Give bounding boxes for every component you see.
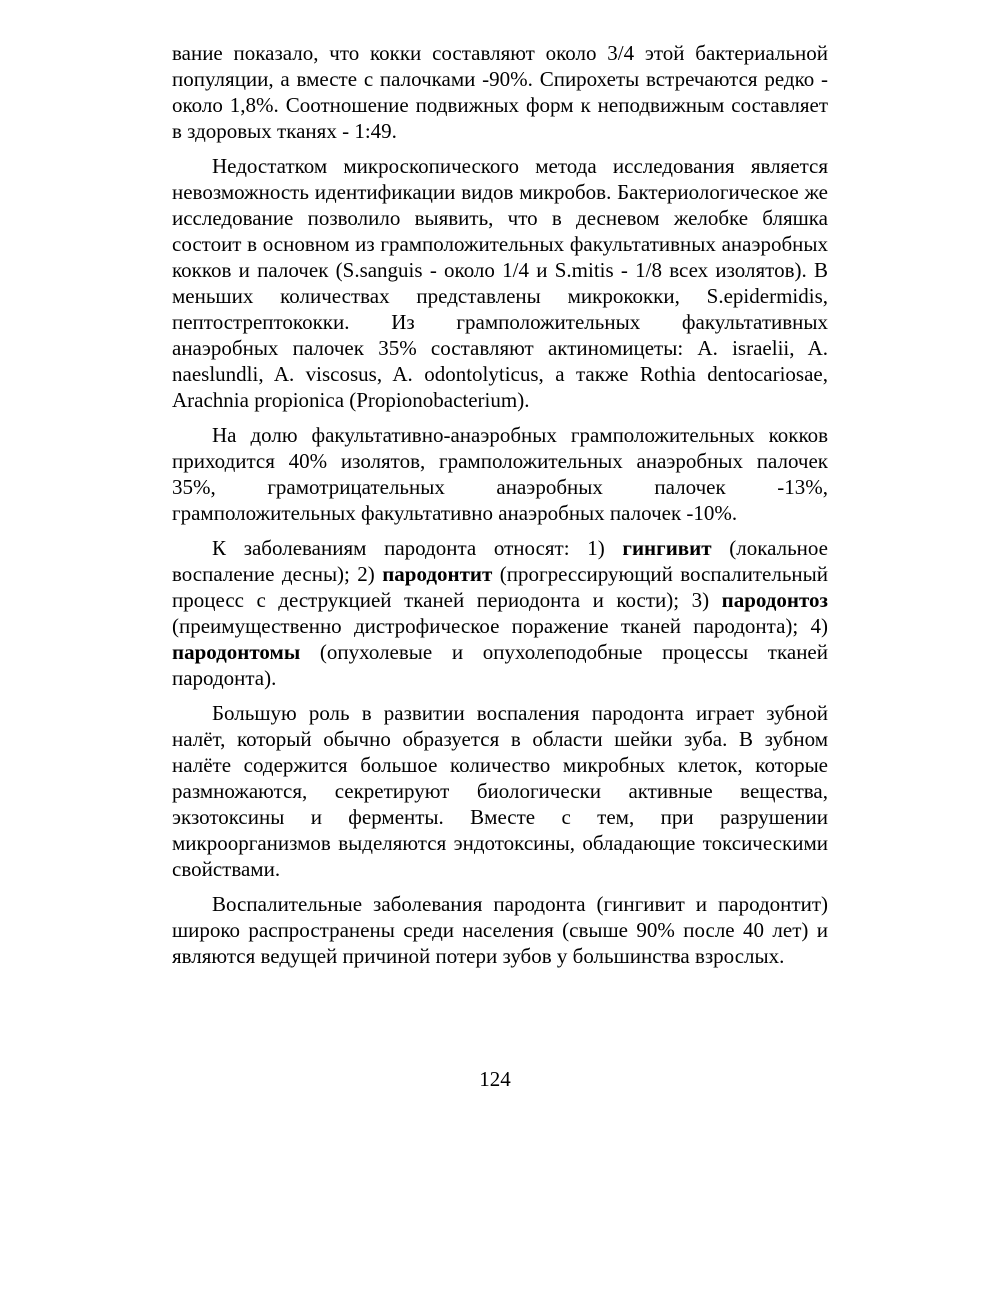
page-number: 124 bbox=[479, 1067, 511, 1091]
term-gingivitis: гингивит bbox=[622, 536, 712, 560]
text-segment: (прогрессирующий воспалительный процесс с деструкцией тканей периодонта и кости); 3) bbox=[172, 562, 828, 612]
term-periodontomas: пародонтомы bbox=[172, 640, 301, 664]
paragraph-microscopy-limitations: Недостатком микроскопического метода исследования является невозможность идентификации видов микробов. Бактериологическое же исследование позволило выявить, что в десневом желобке бляшка состоит в основном из грамположительных факультативных анаэробных кокков и палочек (S.sanguis - около 1/4 и S.mitis - 1/8 всех изолятов). В меньших количествах представлены микрококки, S.epidermidis, пептострептококки. Из грамположительных факультативных анаэробных палочек 35% составляют актиномицеты: A. israelii, A. naeslundli, A. viscosus, A. odontolyticus, а также Rothia dentocariosae, Arachnia propionica (Propionobacterium). bbox=[172, 154, 828, 412]
text-segment: К заболеваниям пародонта относят: 1) bbox=[212, 536, 623, 560]
term-periodontosis: пародонтоз bbox=[721, 588, 828, 612]
paragraph-periodontal-diseases bbox=[172, 535, 828, 691]
term-periodontitis: пародонтит bbox=[382, 562, 493, 586]
paragraph-isolate-percentages: На долю факультативно-анаэробных грамположительных кокков приходится 40% изолятов, грамположительных анаэробных палочек 35%, грамотрицательных анаэробных палочек -13%, грамположительных факультативно анаэробных палочек -10%. bbox=[172, 423, 828, 525]
paragraph-prevalence: Воспалительные заболевания пародонта (гингивит и пародонтит) широко распространены среди населения (свыше 90% после 40 лет) и являются ведущей причиной потери зубов у большинства взрослых. bbox=[172, 892, 828, 968]
paragraph-dental-plaque: Большую роль в развитии воспаления пародонта играет зубной налёт, который обычно образуется в области шейки зуба. В зубном налёте содержится большое количество микробных клеток, которые размножаются, секретируют биологически активные вещества, экзотоксины и ферменты. Вместе с тем, при разрушении микроорганизмов выделяются эндотоксины, обладающие токсическими свойствами. bbox=[172, 701, 828, 881]
page-body bbox=[172, 40, 828, 978]
text-segment: (опухолевые и опухолеподобные процессы тканей пародонта). bbox=[172, 640, 828, 690]
text-segment: (преимущественно дистрофическое поражение тканей пародонта); 4) bbox=[172, 614, 828, 638]
paragraph-continuation: вание показало, что кокки составляют около 3/4 этой бактериальной популяции, а вместе с палочками -90%. Спирохеты встречаются редко - около 1,8%. Соотношение подвижных форм к неподвижным составляет в здоровых тканях - 1:49. bbox=[172, 41, 828, 143]
text-segment: (локальное воспаление десны); 2) bbox=[172, 536, 828, 586]
